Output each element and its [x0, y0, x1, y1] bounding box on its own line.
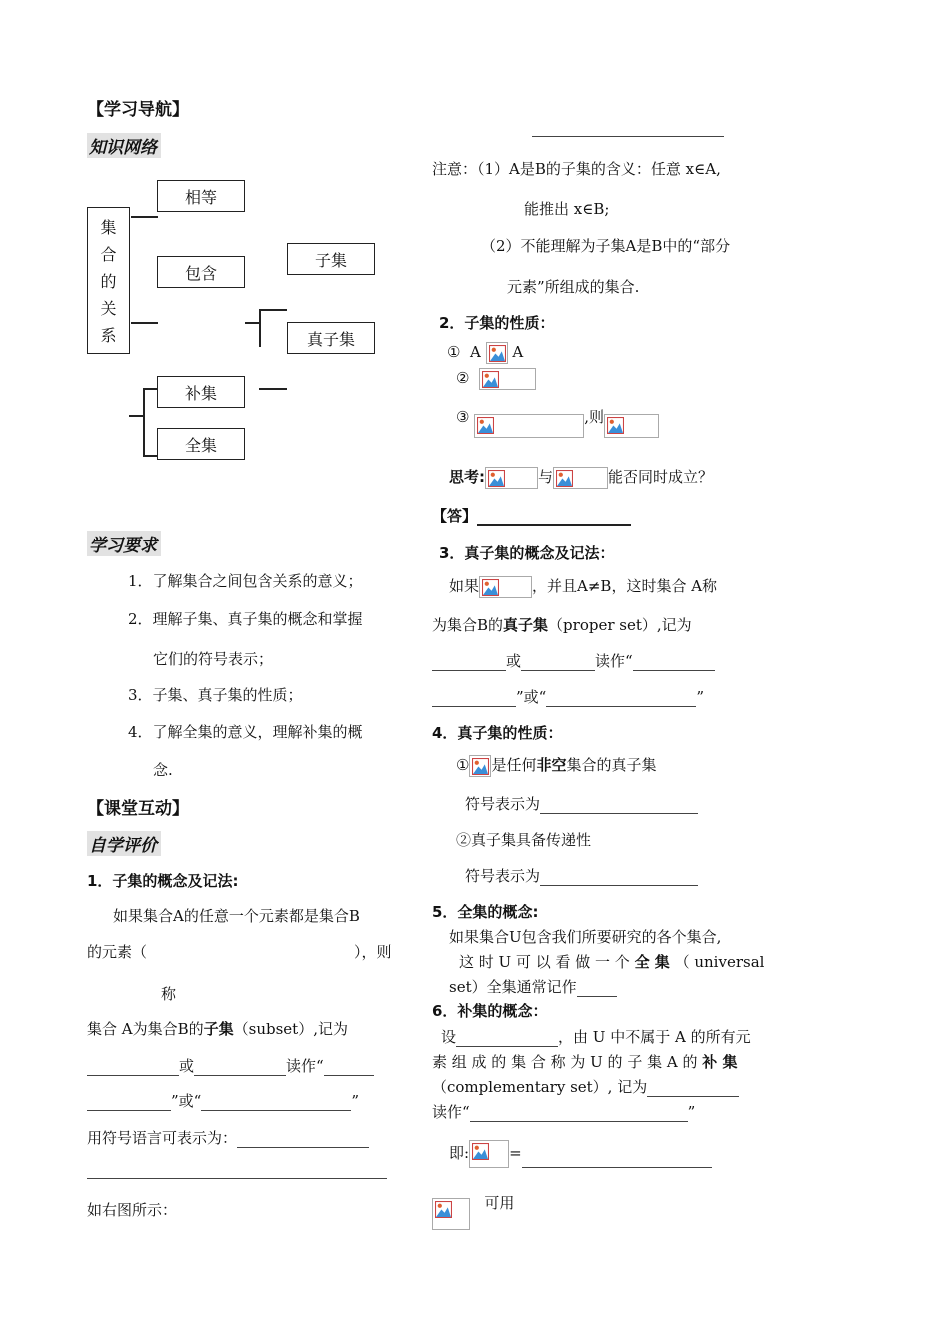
requirement-text: 了解集合之间包含关系的意义；	[152, 572, 363, 590]
requirement-text: 子集、真子集的性质；	[152, 686, 303, 704]
proper-subset-line: 为集合B的真子集（proper set）,记为	[432, 616, 692, 634]
universal-set-line: 这 时 U 可 以 看 做 一 个 全 集 （ universal	[459, 953, 765, 971]
blank-field[interactable]	[540, 871, 698, 886]
proper-subset-notation: 或 读作“	[432, 650, 715, 671]
diagram-connector	[259, 388, 287, 390]
subset-notation-line: ”或“ ”	[87, 1090, 359, 1111]
diagram-root-char: 关	[100, 299, 117, 318]
note-line: 元素”所组成的集合.	[507, 278, 640, 296]
formula-image-icon	[486, 342, 508, 364]
blank-field[interactable]	[633, 656, 715, 671]
requirement-num: 1．	[128, 572, 153, 590]
venn-diagram-image-icon	[432, 1198, 470, 1230]
formula-image-icon	[604, 414, 659, 438]
blank-field[interactable]	[432, 656, 506, 671]
blank-field[interactable]	[470, 1107, 688, 1122]
diagram-box-subset: 子集	[287, 243, 375, 275]
complement-venn-line: 可用	[432, 1188, 514, 1220]
blank-field[interactable]	[432, 692, 516, 707]
note-line: 注意：（1）A是B的子集的含义：任意 x∈A,	[432, 160, 721, 178]
subset-title: 1．子集的概念及记法:	[87, 872, 239, 890]
answer-blank[interactable]	[477, 510, 631, 526]
diagram-connector	[143, 455, 158, 457]
blank-field[interactable]	[532, 124, 724, 137]
blank-field[interactable]	[324, 1061, 374, 1076]
blank-field[interactable]	[647, 1082, 739, 1097]
answer-line: 【答】	[432, 505, 631, 526]
blank-field[interactable]	[577, 982, 617, 997]
proper-subset-line: 如果 ，并且A≠B，这时集合 A称	[449, 575, 717, 598]
diagram-root-char: 系	[100, 326, 117, 345]
formula-image-icon	[469, 1140, 509, 1168]
subset-symbolic-line: 用符号语言可表示为：	[87, 1127, 369, 1148]
requirement-text: 理解子集、真子集的概念和掌握	[152, 610, 363, 628]
requirement-item	[128, 684, 303, 705]
diagram-box-proper-subset: 真子集	[287, 322, 375, 354]
blank-field[interactable]	[522, 1153, 712, 1168]
blank-field[interactable]	[237, 1133, 369, 1148]
blank-field[interactable]	[87, 1061, 179, 1076]
note-line: 能推出 x∈B;	[524, 200, 610, 218]
formula-image-icon	[553, 467, 608, 489]
diagram-box-complement: 补集	[157, 376, 245, 408]
subset-def-line: 称	[161, 985, 177, 1003]
requirement-num: 4．	[128, 723, 153, 741]
diagram-root-box	[87, 207, 130, 354]
subset-prop-2: ②	[456, 368, 536, 390]
universal-set-line: 如果集合U包含我们所要研究的各个集合,	[449, 928, 722, 946]
subset-figure-ref: 如右图所示：	[87, 1201, 178, 1219]
diagram-connector	[143, 388, 158, 390]
universal-set-line: set）全集通常记作	[449, 976, 617, 997]
complement-line: （complementary set）, 记为	[432, 1076, 739, 1097]
diagram-connector	[245, 322, 260, 324]
blank-field[interactable]	[201, 1096, 351, 1111]
subset-props-title: 2．子集的性质：	[439, 314, 555, 332]
subset-def-line: ），则	[354, 943, 392, 961]
complement-title: 6．补集的概念：	[432, 1002, 548, 1020]
formula-image-icon	[474, 414, 584, 438]
blank-field[interactable]	[456, 1032, 558, 1047]
diagram-connector	[131, 216, 158, 218]
subset-def-line: 的元素（	[87, 943, 148, 961]
section-requirements: 学习要求	[87, 531, 161, 556]
requirement-text: 念.	[153, 761, 173, 779]
requirement-num: 2．	[128, 610, 153, 628]
universal-set-title: 5．全集的概念:	[432, 903, 539, 921]
diagram-root-char: 合	[100, 245, 117, 264]
proper-subset-title: 3．真子集的概念及记法：	[439, 544, 615, 562]
blank-field[interactable]	[521, 656, 595, 671]
subset-prop-1: ① A A	[447, 342, 523, 364]
proper-subset-prop-2: ②真子集具备传递性	[456, 831, 592, 849]
diagram-box-include: 包含	[157, 256, 245, 288]
subset-def-line: 集合 A为集合B的子集（subset）,记为	[87, 1020, 348, 1038]
subset-prop-3: ③ ,则	[456, 406, 659, 430]
requirement-text: 它们的符号表示；	[153, 650, 274, 668]
diagram-connector	[259, 309, 261, 347]
blank-field[interactable]	[546, 692, 696, 707]
subset-notation-line: 或 读作“	[87, 1055, 374, 1076]
diagram-connector	[143, 388, 145, 456]
blank-field[interactable]	[87, 1162, 387, 1179]
think-line: 思考: 与 能否同时成立？	[449, 466, 713, 489]
requirement-text: 了解全集的意义，理解补集的概	[152, 723, 363, 741]
section-nav: 【学习导航】	[87, 100, 189, 120]
diagram-box-universal: 全集	[157, 428, 245, 460]
diagram-root-char: 的	[100, 272, 117, 291]
blank-field[interactable]	[540, 799, 698, 814]
complement-formula-line: 即: =	[449, 1140, 712, 1168]
complement-line: 读作“ ”	[432, 1103, 696, 1121]
section-interaction: 【课堂互动】	[87, 799, 189, 819]
proper-subset-prop-1: ① 是任何非空集合的真子集	[456, 754, 657, 777]
complement-line: 素 组 成 的 集 合 称 为 U 的 子 集 A 的 补 集	[432, 1053, 738, 1071]
formula-image-icon	[479, 576, 532, 598]
requirement-item	[128, 721, 363, 742]
note-line: （2）不能理解为子集A是B中的“部分	[481, 237, 731, 255]
proper-subset-notation: ”或“ ”	[432, 686, 704, 707]
requirement-item	[128, 570, 363, 591]
complement-line: 设 ，由 U 中不属于 A 的所有元	[441, 1028, 751, 1046]
requirement-item	[128, 608, 363, 629]
proper-subset-symbol-line: 符号表示为	[465, 793, 698, 814]
diagram-connector	[129, 415, 144, 417]
diagram-connector	[259, 309, 287, 311]
diagram-box-equal: 相等	[157, 180, 245, 212]
proper-subset-symbol-line: 符号表示为	[465, 865, 698, 886]
section-network: 知识网络	[87, 133, 161, 158]
formula-image-icon	[469, 755, 491, 777]
blank-field[interactable]	[194, 1061, 286, 1076]
diagram-root-char: 集	[100, 218, 117, 237]
diagram-connector	[131, 322, 158, 324]
formula-image-icon	[479, 368, 536, 390]
formula-image-icon	[485, 467, 538, 489]
blank-field[interactable]	[87, 1096, 171, 1111]
proper-subset-props-title: 4．真子集的性质：	[432, 724, 563, 742]
section-self-eval: 自学评价	[87, 831, 161, 856]
subset-def-line: 如果集合A的任意一个元素都是集合B	[113, 907, 360, 925]
requirement-num: 3．	[128, 686, 153, 704]
